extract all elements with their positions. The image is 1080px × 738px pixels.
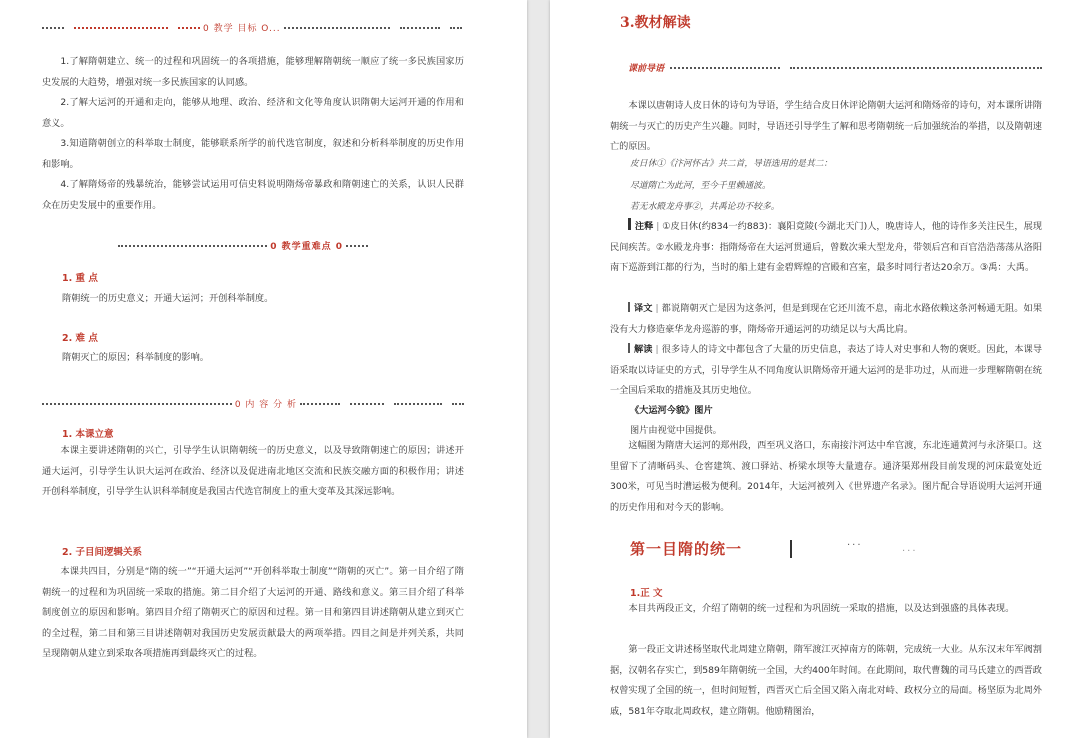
body-text-1: 本目共两段正文，介绍了隋朝的统一过程和为巩固统一采取的措施，以及达到强盛的具体表现。 <box>628 603 1015 614</box>
chapter-marks: ··· <box>847 540 863 551</box>
goal-2: 2.了解大运河的开通和走向，能够从地理、政治、经济和文化等角度认识隋朝大运河开通的作用和意义。 <box>42 97 464 129</box>
poem-intro: 皮日休①《汴河怀古》共二首，导语选用的是其二： <box>630 159 833 169</box>
logic-label: 2. 子目间逻辑关系 <box>62 547 143 558</box>
goals-title: 0 教学 目标 O... <box>203 23 281 34</box>
goal-4: 4.了解隋炀帝的残暴统治，能够尝试运用可信史料说明隋炀帝暴政和隋朝速亡的关系，认识人民群众在历史发展中的重要作用。 <box>42 179 464 211</box>
translation-text: 都说隋朝灭亡是因为这条河，但是到现在它还川流不息，南北水路依赖这条河畅通无阻。如果没有大力修造豪华龙舟巡游的事，隋炀帝开通运河的功绩足以与大禹比肩。 <box>610 303 1043 335</box>
note-paragraph: 注释 | ①皮日休(约834一约883)：襄阳竟陵(今湖北天门)人，晚唐诗人，他的诗作多关注民生，展现民间疾苦。②水殿龙舟事：指隋炀帝在大运河贯通后，曾数次乘大型龙舟，带领后宫和百官浩浩荡荡从洛阳南下巡游到江都的行为，当时的船上建有金碧辉煌的宫殿和宫室，最多时同行者达20余万。③禹：大禹。 <box>610 217 1042 279</box>
body-label: 1.正 文 <box>630 588 663 599</box>
left-page <box>0 0 527 738</box>
interpretation-text: 很多诗人的诗文中都包含了大量的历史信息，表达了诗人对史事和人物的褒贬。因此，本课导语采取以诗证史的方式，引导学生从不同角度认识隋炀帝开通大运河的是非功过，从而进一步理解隋朝在统一全国后采取的措施及其历史地位。 <box>610 344 1043 396</box>
body-text-2: 第一段正文讲述杨坚取代北周建立隋朝，隋军渡江灭掉南方的陈朝，完成统一大业。从东汉末年军阀割据，汉朝名存实亡，到589年隋朝统一全国，大约400年时间。在此期间，取代曹魏的司马氏建立的西晋政权曾实现了全国的统一，但时间短暂，西晋灭亡后全国又陷入南北对峙、政权分立的局面。杨坚原为北周外戚，581年夺取北周政权，建立隋朝。他励精图治， <box>610 644 1042 717</box>
image-source: 图片由视觉中国提供。 <box>630 425 722 436</box>
poem <box>630 154 832 219</box>
intent-text: 本课主要讲述隋朝的兴亡，引导学生认识隋朝统一的历史意义，以及导致隋朝速亡的原因；讲述开通大运河，引导学生认识大运河在政治、经济以及促进南北地区交流和民族交融方面的积极作用；讲述开创科举制度，引导学生认识科举制度是我国古代选官制度上的重大变革及其深远影响。 <box>42 445 464 497</box>
right-page <box>550 0 1080 738</box>
interpretation-paragraph: 解读 | 很多诗人的诗文中都包含了大量的历史信息，表达了诗人对史事和人物的褒贬。因此，本课导语采取以诗证史的方式，引导学生从不同角度认识隋炀帝开通大运河的是非功过，从而进一步理解隋朝在统一全国后采取的措施及其历史地位。 <box>610 344 1043 396</box>
interpretation-bar-icon <box>628 343 630 353</box>
logic-text: 本课共四目，分别是“隋的统一”“开通大运河”“开创科举取士制度”“隋朝的灭亡”。第一目介绍了隋朝统一的过程和为巩固统一采取的措施。第二目介绍了大运河的开通、路线和意义。第三目介绍了科举制度创立的原因和影响。第四目介绍了隋朝灭亡的原因和过程。第一目和第四目讲述隋朝从建立到灭亡的全过程，第二目和第三目讲述隋朝对我国历史发展贡献最大的两项举措。四目之间是并列关系，共同呈现隋朝从建立到采取各项措施再到最终灭亡的过程。 <box>42 566 464 659</box>
key-text: 隋朝统一的历史意义；开通大运河；开创科举制度。 <box>62 293 274 304</box>
chapter-title: 第一目隋的统一 <box>630 540 743 558</box>
goal-3: 3.知道隋朝创立的科举取士制度，能够联系所学的前代选官制度，叙述和分析科举制度的历史作用和影响。 <box>42 138 464 170</box>
chapter-divider <box>790 540 792 558</box>
goal-1: 1.了解隋朝建立、统一的过程和巩固统一的各项措施，能够理解隋朝统一顺应了统一多民族国家历史发展的大趋势，增强对统一多民族国家的认同感。 <box>42 56 464 88</box>
goals-header <box>42 20 462 34</box>
image-text: 这幅图为隋唐大运河的郑州段，西至巩义洛口，东南接汴河达中牟官渡，东北连通黄河与永济渠口。这里留下了清晰码头、仓窖建筑、渡口驿站、桥梁水坝等大量遗存。通济渠郑州段目前发现的河床最宽处近300米，可见当时漕运极为便利。2014年，大运河被列入《世界遗产名录》。图片配合导语说明大运河开通的历史作用和对今天的影响。 <box>610 440 1042 513</box>
analysis-header <box>42 396 464 410</box>
guide-tag: 课前导语 <box>628 63 665 74</box>
intent-label: 1. 本课立意 <box>62 429 114 440</box>
key-label: 1. 重 点 <box>62 273 98 284</box>
translation-bar-icon <box>628 302 630 312</box>
analysis-title: 0 内 容 分 析 <box>234 399 297 410</box>
interpretation-label: 解读 <box>633 344 653 355</box>
difficulty-label: 2. 难 点 <box>62 333 98 344</box>
intro-text: 本课以唐朝诗人皮日休的诗句为导语，学生结合皮日休评论隋朝大运河和隋炀帝的诗句，对本课所讲隋朝统一与灭亡的历史产生兴趣。同时，导语还引导学生了解和思考隋朝统一后加强统治的举措，以及隋朝速亡的原因。 <box>610 100 1042 152</box>
note-label: 注释 <box>634 221 654 232</box>
translation-paragraph: 译文 | 都说隋朝灭亡是因为这条河，但是到现在它还川流不息，南北水路依赖这条河畅通无阻。如果没有大力修造豪华龙舟巡游的事，隋炀帝开通运河的功绩足以与大禹比肩。 <box>610 303 1043 335</box>
image-title: 《大运河今貌》图片 <box>630 405 713 416</box>
difficulty-text: 隋朝灭亡的原因；科举制度的影响。 <box>62 352 209 363</box>
keypoints-header <box>118 238 368 252</box>
keypoints-title: 0 教学重难点 0 <box>270 241 343 252</box>
note-text: ①皮日休(约834一约883)：襄阳竟陵(今湖北天门)人，晚唐诗人，他的诗作多关注民生，展现民间疾苦。②水殿龙舟事：指隋炀帝在大运河贯通后，曾数次乘大型龙舟，带领后宫和百官浩浩荡荡从洛阳南下巡游到江都的行为，当时的船上建有金碧辉煌的宫殿和宫室，最多时同行者达20余万。③禹：大禹。 <box>610 221 1043 273</box>
chapter-marks-2: ... <box>902 543 918 554</box>
section-title: 3.教材解读 <box>620 15 691 31</box>
poem-line-2: 若无水殿龙舟事②，共禹论功不较多。 <box>630 202 780 212</box>
translation-label: 译文 <box>633 303 653 314</box>
note-bar-icon <box>628 218 631 230</box>
guide-header <box>628 60 1042 74</box>
poem-line-1: 尽道隋亡为此河，至今千里赖通波。 <box>630 180 771 191</box>
